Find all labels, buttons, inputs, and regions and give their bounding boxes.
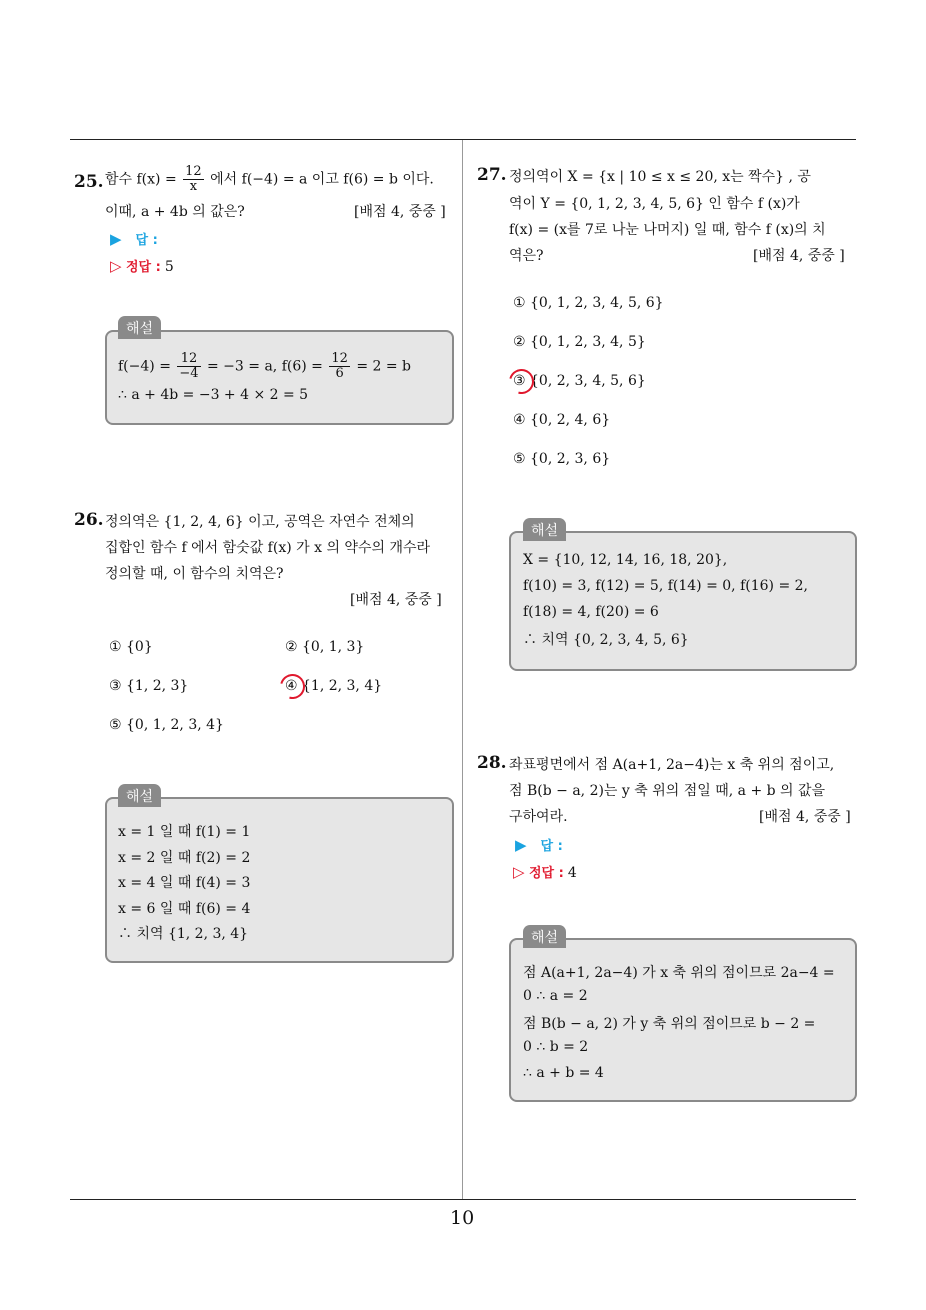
fraction: $\frac{12}{6}$ <box>331 351 348 381</box>
choice-4[interactable]: ④ {0, 2, 4, 6} <box>513 412 611 428</box>
choice-4[interactable]: ④ {1, 2, 3, 4} <box>285 678 383 694</box>
correct-answer-line <box>110 256 174 275</box>
play-triangle-icon: ▶ <box>515 836 527 854</box>
outline-triangle-icon: ▷ <box>513 863 525 881</box>
solution-tab: 해설 <box>118 784 161 807</box>
question-line-2: 집합인 함수 f 에서 함숫값 f(x) 가 x 의 약수의 개수라 <box>105 540 431 556</box>
answer-label: 답 : <box>135 233 158 248</box>
solution-tab: 해설 <box>523 518 566 541</box>
solution-line-3: f(18) = 4, f(20) = 6 <box>523 604 659 620</box>
question-text: 에서 f(−4) = a 이고 f(6) = b 이다. <box>205 171 434 188</box>
fraction: $\frac{12}{-4}$ <box>179 351 199 381</box>
correct-answer-line <box>513 862 577 881</box>
question-line-3: 구하여라. <box>509 809 568 825</box>
answer-circle-icon <box>504 364 538 398</box>
problem-number: 26. <box>74 510 104 530</box>
answer-line <box>110 229 158 248</box>
solution-tab: 해설 <box>118 316 161 339</box>
question-line-1 <box>105 165 434 194</box>
solution-box-27 <box>509 531 857 671</box>
choice-5[interactable]: ⑤ {0, 1, 2, 3, 4} <box>109 717 224 733</box>
solution-line-5: ∴ 치역 {1, 2, 3, 4} <box>118 926 249 942</box>
choice-2[interactable]: ② {0, 1, 3} <box>285 639 365 655</box>
problem-27 <box>477 163 862 483</box>
choice-3[interactable]: ③ {0, 2, 3, 4, 5, 6} <box>513 373 646 389</box>
question-line-4: 역은? <box>509 248 544 264</box>
answer-line <box>515 835 563 854</box>
top-rule <box>70 139 856 140</box>
correct-value: 5 <box>164 259 174 275</box>
solution-line-2: f(10) = 3, f(12) = 5, f(14) = 0, f(16) = 2, <box>523 578 808 594</box>
question-line-2: 점 B(b − a, 2)는 y 축 위의 점일 때, a + b 의 값을 <box>509 783 826 799</box>
correct-value: 4 <box>567 865 577 881</box>
solution-line-5: ∴ a + b = 4 <box>523 1065 604 1081</box>
answer-circle-icon <box>275 669 309 703</box>
answer-label: 답 : <box>540 839 563 854</box>
solution-box-26 <box>105 797 454 963</box>
bottom-rule <box>70 1199 856 1200</box>
score-meta: [배점 4, 중중 ] <box>350 592 442 608</box>
correct-label: 정답 : <box>529 866 564 881</box>
solution-line-1: X = {10, 12, 14, 16, 18, 20}, <box>523 552 728 568</box>
solution-box-28 <box>509 938 857 1102</box>
question-line-3: 정의할 때, 이 함수의 치역은? <box>105 566 284 582</box>
question-line-3: f(x) = (x를 7로 나눈 나머지) 일 때, 함수 f (x)의 치 <box>509 222 826 238</box>
choice-1[interactable]: ① {0, 1, 2, 3, 4, 5, 6} <box>513 295 664 311</box>
page-number: 10 <box>450 1207 475 1229</box>
choice-2[interactable]: ② {0, 1, 2, 3, 4, 5} <box>513 334 646 350</box>
fraction: $\frac{12}{x}$ <box>185 164 202 194</box>
solution-line-2: 0 ∴ a = 2 <box>523 988 588 1004</box>
score-meta: [배점 4, 중중 ] <box>753 248 845 264</box>
play-triangle-icon: ▶ <box>110 230 122 248</box>
solution-line-2: x = 2 일 때 f(2) = 2 <box>118 850 251 866</box>
solution-tab: 해설 <box>523 925 566 948</box>
problem-28 <box>477 752 862 902</box>
problem-26 <box>74 508 459 748</box>
problem-number: 28. <box>477 753 507 773</box>
solution-box-25 <box>105 330 454 425</box>
question-line-1: 정의역이 X = {x | 10 ≤ x ≤ 20, x는 짝수} , 공 <box>509 169 811 185</box>
question-line-1: 좌표평면에서 점 A(a+1, 2a−4)는 x 축 위의 점이고, <box>509 757 835 773</box>
solution-line-4: ∴ 치역 {0, 2, 3, 4, 5, 6} <box>523 632 689 648</box>
score-meta: [배점 4, 중중 ] <box>759 809 851 825</box>
solution-line-1: x = 1 일 때 f(1) = 1 <box>118 824 251 840</box>
choice-1[interactable]: ① {0} <box>109 639 153 655</box>
column-divider <box>462 140 463 1200</box>
problem-number: 27. <box>477 165 507 185</box>
question-text: 함수 f(x) = <box>105 171 182 188</box>
solution-line-3: x = 4 일 때 f(4) = 3 <box>118 875 251 891</box>
solution-line-4: x = 6 일 때 f(6) = 4 <box>118 901 251 917</box>
correct-label: 정답 : <box>126 260 161 275</box>
solution-line-4: 0 ∴ b = 2 <box>523 1039 589 1055</box>
solution-line-1: f(−4) = $\frac{12}{-4}$ = −3 = a, f(6) = $\frac{12}{6}$ = 2 = b <box>118 351 412 381</box>
solution-line-1: 점 A(a+1, 2a−4) 가 x 축 위의 점이므로 2a−4 = <box>523 965 835 981</box>
solution-line-2: ∴ a + 4b = −3 + 4 × 2 = 5 <box>118 387 309 403</box>
score-meta: [배점 4, 중중 ] <box>354 204 446 220</box>
question-line-2: 이때, a + 4b 의 값은? <box>105 204 245 220</box>
outline-triangle-icon: ▷ <box>110 257 122 275</box>
choice-5[interactable]: ⑤ {0, 2, 3, 6} <box>513 451 611 467</box>
question-line-2: 역이 Y = {0, 1, 2, 3, 4, 5, 6} 인 함수 f (x)가 <box>509 196 800 212</box>
problem-number: 25. <box>74 172 104 192</box>
choice-3[interactable]: ③ {1, 2, 3} <box>109 678 189 694</box>
solution-line-3: 점 B(b − a, 2) 가 y 축 위의 점이므로 b − 2 = <box>523 1016 816 1032</box>
question-line-1: 정의역은 {1, 2, 4, 6} 이고, 공역은 자연수 전체의 <box>105 514 415 530</box>
